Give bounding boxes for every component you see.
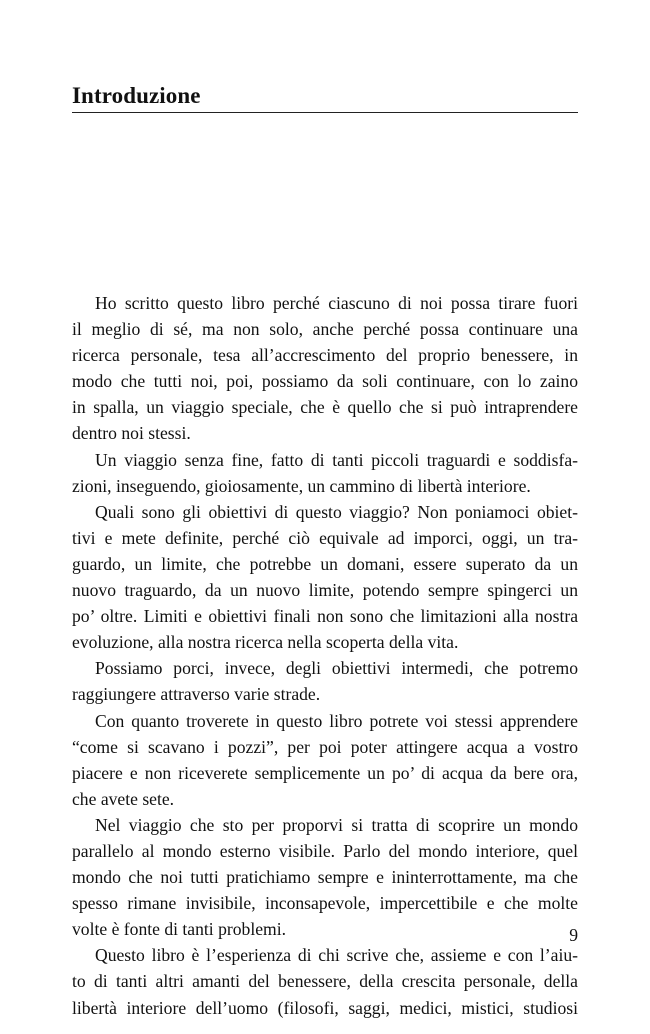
text-line: raggiungere attraverso varie strade. xyxy=(72,684,321,705)
text-line: po’ oltre. Limiti e obiettivi finali non sono che limitazioni alla nostra xyxy=(72,606,578,627)
text-line: ricerca personale, tesa all’accrescimento del proprio benessere, in xyxy=(72,345,578,366)
text-line: Quali sono gli obiettivi di questo viaggio? Non poniamoci obiet- xyxy=(95,501,578,522)
chapter-title: Introduzione xyxy=(72,83,201,108)
title-underline-rule xyxy=(72,112,578,113)
text-line: Questo libro è l’esperienza di chi scrive che, assieme e con l’aiu- xyxy=(95,945,578,966)
text-line: Ho scritto questo libro perché ciascuno di noi possa tirare fuori xyxy=(95,293,578,313)
text-line: piacere e non riceverete semplicemente un po’ di acqua da bere ora, xyxy=(72,762,578,783)
page-number: 9 xyxy=(569,925,578,945)
text-line: libertà interiore dell’uomo (filosofi, saggi, medici, mistici, studiosi xyxy=(72,997,578,1018)
text-line: modo che tutti noi, poi, possiamo da soli continuare, con lo zaino xyxy=(72,371,578,392)
text-line: che avete sete. xyxy=(72,788,175,809)
text-line: volte è fonte di tanti problemi. xyxy=(72,919,287,940)
text-line: spesso rimane invisibile, inconsapevole, impercettibile e che molte xyxy=(72,893,578,914)
text-line: nuovo traguardo, da un nuovo limite, potendo sempre spingerci un xyxy=(72,580,578,601)
text-line: “come si scavano i pozzi”, per poi poter attingere acqua a vostro xyxy=(72,736,578,757)
text-line: parallelo al mondo esterno visibile. Parlo del mondo interiore, quel xyxy=(72,840,578,861)
text-line: tivi e mete definite, perché ciò equivale ad imporci, oggi, un tra- xyxy=(72,527,578,548)
text-line: il meglio di sé, ma non solo, anche perché possa continuare una xyxy=(72,319,578,340)
text-line: in spalla, un viaggio speciale, che è quello che si può intraprendere xyxy=(72,397,578,418)
text-line: mondo che noi tutti pratichiamo sempre e ininterrottamente, ma che xyxy=(72,867,578,888)
text-line: guardo, un limite, che potrebbe un domani, essere superato da un xyxy=(72,553,578,574)
text-line: evoluzione, alla nostra ricerca nella scoperta della vita. xyxy=(72,632,459,653)
text-line: zioni, inseguendo, gioiosamente, un cammino di libertà interiore. xyxy=(72,475,531,496)
text-line: dentro noi stessi. xyxy=(72,423,191,444)
text-line: Un viaggio senza fine, fatto di tanti piccoli traguardi e soddisfa- xyxy=(95,449,578,470)
text-line: to di tanti altri amanti del benessere, della crescita personale, della xyxy=(72,971,578,992)
text-line: Con quanto troverete in questo libro potrete voi stessi apprendere xyxy=(95,710,578,731)
text-line: Possiamo porci, invece, degli obiettivi intermedi, che potremo xyxy=(95,658,578,679)
body-text xyxy=(72,290,578,1021)
text-line: Nel viaggio che sto per proporvi si tratta di scoprire un mondo xyxy=(95,814,578,835)
